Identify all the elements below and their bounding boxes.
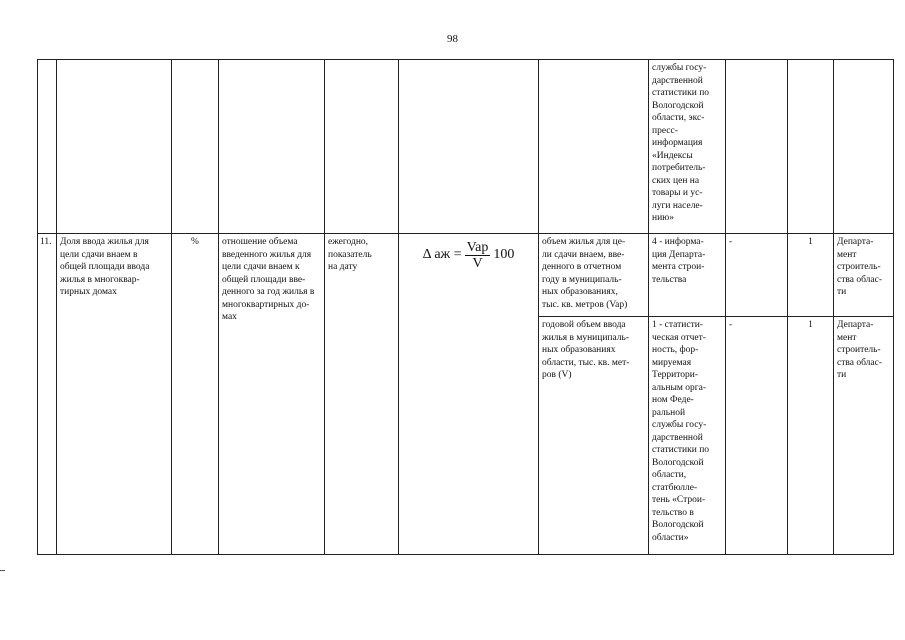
cell-periodicity — [325, 60, 399, 234]
formula-multiplier: 100 — [493, 247, 515, 263]
component-value: 1 — [788, 234, 834, 317]
component-dash: - — [726, 234, 788, 317]
indicator-number: 11. — [38, 234, 57, 555]
indicator-formula — [399, 234, 539, 555]
component-source: 4 - информа- ция Департа- мента строи- тельства — [649, 234, 726, 317]
component-description: годовой объем ввода жилья в муниципаль- ных образованиях области, тыс. кв. мет- ров (V) — [539, 317, 649, 555]
cell-component — [539, 60, 649, 234]
cell-source: службы госу- дарственной статистики по Вологодской области, экс- пресс- информация «Индексы потребитель- ских цен на товары и ус- луги населе- нию» — [649, 60, 726, 234]
cell-number — [38, 60, 57, 234]
indicator-unit: % — [172, 234, 219, 555]
formula-denominator: V — [472, 256, 483, 271]
cell-extra — [726, 60, 788, 234]
formula-lhs: Δ аж = — [422, 247, 462, 263]
formula — [402, 240, 535, 271]
component-source: 1 - статисти- ческая отчет- ность, фор- мируемая Территори- альным орга- ном Феде- ральной службы госу- дарственной статистики по Вологодской области, статбюлле- тень «Строи- тельство в Вологодской области» — [649, 317, 726, 555]
formula-fraction — [465, 240, 491, 271]
indicator-name: Доля ввода жилья для цели сдачи внаем в общей площади ввода жилья в многоквар- тирных домах — [57, 234, 172, 555]
indicator-table — [37, 59, 894, 555]
cell-unit — [172, 60, 219, 234]
indicator-definition: отношение объема введенного жилья для цели сдачи внаем к общей площади вве- денного за год жилья в многоквартирных до- мах — [219, 234, 325, 555]
cell-value — [788, 60, 834, 234]
cell-responsible — [834, 60, 894, 234]
cell-formula — [399, 60, 539, 234]
cell-name — [57, 60, 172, 234]
page-number: 98 — [447, 33, 458, 45]
component-dash: - — [726, 317, 788, 555]
component-description: объем жилья для це- ли сдачи внаем, вве- денного в отчетном году в муниципаль- ных образованиях, тыс. кв. метров (Vap) — [539, 234, 649, 317]
indicator-row-11 — [38, 234, 894, 317]
scan-edge-mark — [0, 570, 5, 571]
component-responsible: Департа- мент строитель- ства облас- ти — [834, 234, 894, 317]
component-responsible: Департа- мент строитель- ства облас- ти — [834, 317, 894, 555]
indicator-periodicity: ежегодно, показатель на дату — [325, 234, 399, 555]
continuation-row — [38, 60, 894, 234]
formula-numerator: Vap — [466, 240, 489, 255]
cell-definition — [219, 60, 325, 234]
component-value: 1 — [788, 317, 834, 555]
